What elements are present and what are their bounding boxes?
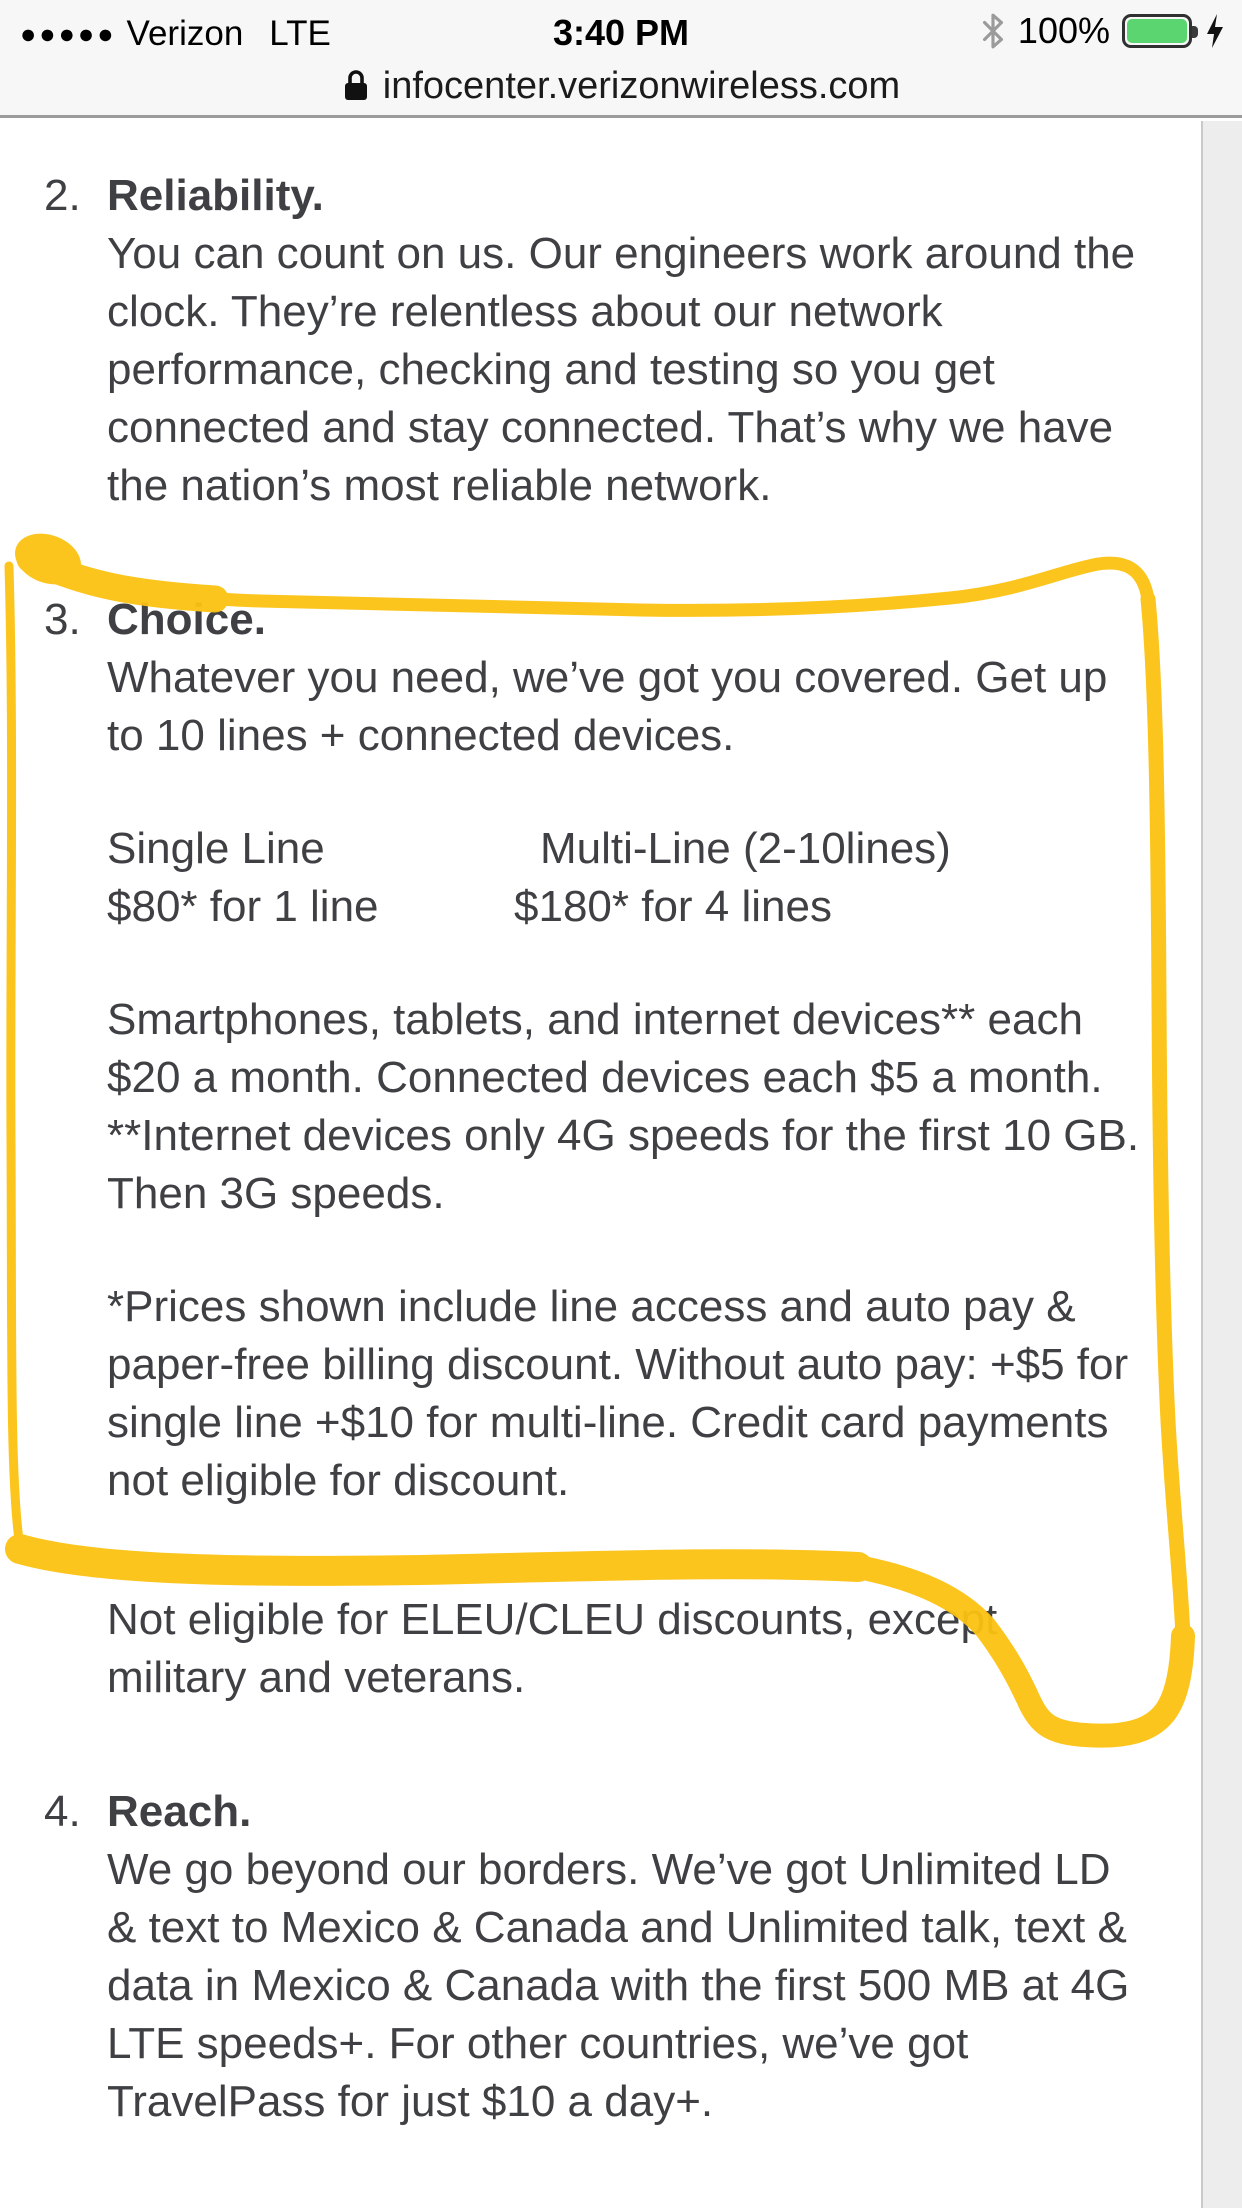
text-line: **Internet devices only 4G speeds for the first 10 GB. xyxy=(107,1111,1140,1160)
text-line: Multi-Line (2-10lines) xyxy=(540,824,951,873)
battery-icon xyxy=(1122,14,1192,48)
text-line: LTE speeds+. For other countries, we’ve got xyxy=(107,2019,969,2068)
text-line: single line +$10 for multi-line. Credit card payments xyxy=(107,1398,1109,1447)
list-section xyxy=(0,167,1242,515)
paragraph xyxy=(107,649,1242,765)
paragraph xyxy=(107,1278,1242,1510)
text-line: not eligible for discount. xyxy=(107,1456,570,1505)
text-line: Smartphones, tablets, and internet devices** each xyxy=(107,995,1083,1044)
section-title: Reach. xyxy=(107,1787,252,1836)
paragraph xyxy=(107,1591,1242,1707)
safari-chrome xyxy=(0,0,1242,118)
text-line: $20 a month. Connected devices each $5 a month. xyxy=(107,1053,1103,1102)
section-body xyxy=(107,1841,1242,2131)
pricing-column xyxy=(107,820,514,936)
text-line: data in Mexico & Canada with the first 500 MB at 4G xyxy=(107,1961,1130,2010)
status-right xyxy=(980,10,1226,52)
text-line: Then 3G speeds. xyxy=(107,1169,445,1218)
section-number: 3. xyxy=(44,595,81,644)
lock-icon xyxy=(342,68,370,104)
section-body xyxy=(107,225,1242,515)
section-body xyxy=(107,649,1242,1707)
url-domain: infocenter.verizonwireless.com xyxy=(382,64,901,107)
carrier-label: Verizon xyxy=(126,14,244,53)
text-line: paper-free billing discount. Without auto pay: +$5 for xyxy=(107,1340,1129,1389)
section-title: Reliability. xyxy=(107,171,324,220)
numbered-list-document xyxy=(0,121,1242,2131)
network-type-label: LTE xyxy=(269,14,331,53)
text-line: & text to Mexico & Canada and Unlimited talk, text & xyxy=(107,1903,1127,1952)
text-line: performance, checking and testing so you get xyxy=(107,345,995,394)
text-line: connected and stay connected. That’s why we have xyxy=(107,403,1114,452)
text-line: the nation’s most reliable network. xyxy=(107,461,772,510)
text-line: We go beyond our borders. We’ve got Unlimited LD xyxy=(107,1845,1111,1894)
battery-fill xyxy=(1127,19,1187,43)
text-line: Whatever you need, we’ve got you covered. Get up xyxy=(107,653,1108,702)
charging-bolt-icon xyxy=(1204,13,1226,49)
section-title: Choice. xyxy=(107,595,266,644)
text-line: Single Line xyxy=(107,824,325,873)
web-page-content[interactable] xyxy=(0,121,1242,2208)
signal-strength-icon: ●●●●● xyxy=(20,18,117,49)
text-line: military and veterans. xyxy=(107,1653,526,1702)
clock: 3:40 PM xyxy=(552,12,690,53)
text-line: $180* for 4 lines xyxy=(514,882,832,931)
status-left xyxy=(20,14,331,54)
text-line: You can count on us. Our engineers work around the xyxy=(107,229,1136,278)
paragraph xyxy=(107,820,1242,936)
section-number: 4. xyxy=(44,1787,81,1836)
status-bar xyxy=(0,0,1242,64)
paragraph xyxy=(107,1841,1242,2131)
text-line: to 10 lines + connected devices. xyxy=(107,711,735,760)
battery-nub xyxy=(1192,26,1198,38)
text-line: $80* for 1 line xyxy=(107,882,379,931)
text-line: *Prices shown include line access and auto pay & xyxy=(107,1282,1076,1331)
paragraph xyxy=(107,991,1242,1223)
text-line: Not eligible for ELEU/CLEU discounts, except xyxy=(107,1595,998,1644)
battery-percent: 100% xyxy=(1017,10,1110,51)
section-number: 2. xyxy=(44,171,81,220)
text-line: clock. They’re relentless about our network xyxy=(107,287,943,336)
address-bar[interactable] xyxy=(0,58,1242,114)
list-section xyxy=(0,591,1242,1707)
list-section xyxy=(0,1783,1242,2131)
pricing-column xyxy=(514,820,951,936)
bluetooth-icon xyxy=(980,12,1006,50)
paragraph xyxy=(107,225,1242,515)
text-line: TravelPass for just $10 a day+. xyxy=(107,2077,714,2126)
